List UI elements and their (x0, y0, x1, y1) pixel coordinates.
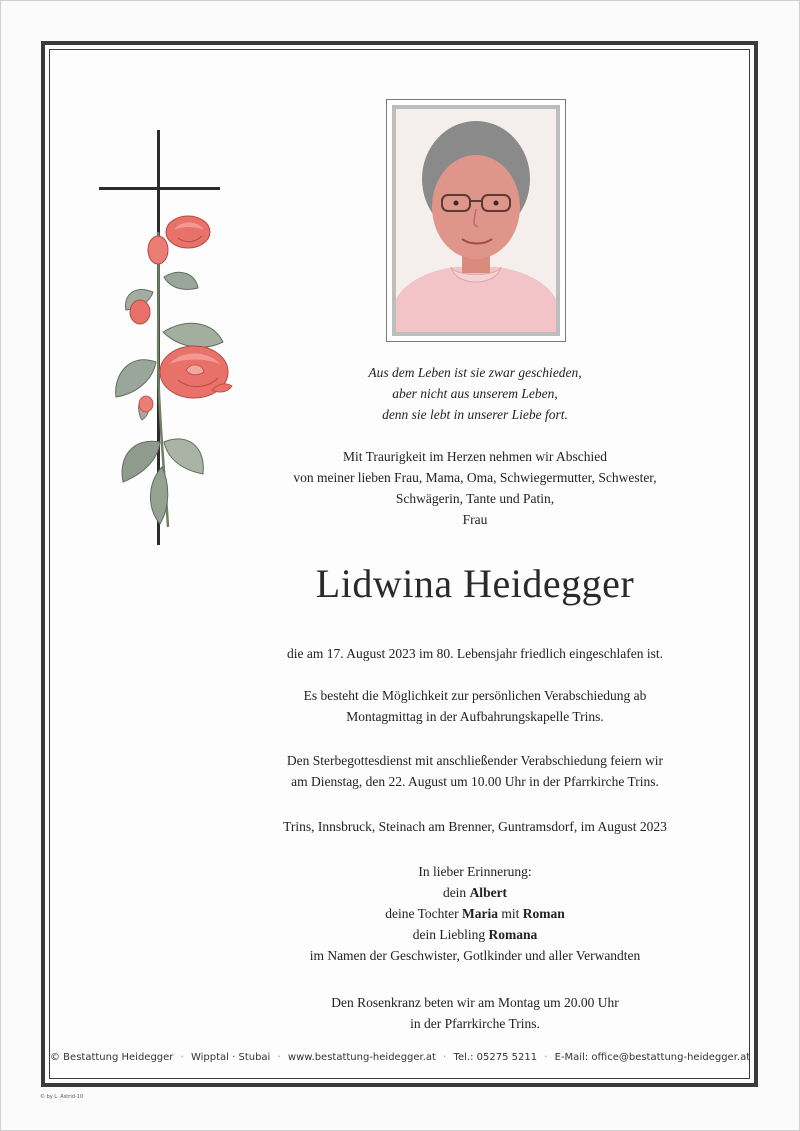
quote-line: Aus dem Leben ist sie zwar geschieden, (368, 365, 582, 380)
service-line: Den Sterbegottesdienst mit anschließender Verabschiedung feiern wir (286, 753, 664, 768)
rosary-info (200, 992, 750, 1034)
cross-horizontal-bar (99, 187, 220, 190)
quote-line: aber nicht aus unserem Leben, (392, 386, 558, 401)
mourners-list (200, 861, 750, 966)
spouse-name: Albert (469, 885, 508, 900)
intro-line: Schwägerin, Tante und Patin, (395, 491, 555, 506)
mourner-spouse: dein Albert (442, 885, 508, 900)
footer-email[interactable]: E-Mail: office@bestattung-heidegger.at (554, 1052, 751, 1063)
death-notice: die am 17. August 2023 im 80. Lebensjahr friedlich eingeschlafen ist. (286, 646, 664, 661)
mourners-heading: In lieber Erinnerung: (418, 864, 532, 879)
footer-separator: · (277, 1052, 281, 1063)
farewell-intro (200, 446, 750, 530)
funeral-service-info (200, 750, 750, 792)
intro-line: Mit Traurigkeit im Herzen nehmen wir Abschied (343, 449, 607, 464)
farewell-info (200, 685, 750, 727)
portrait-photo (396, 109, 556, 332)
footer-company: © Bestattung Heidegger (50, 1052, 174, 1063)
partner-name: Roman (522, 906, 565, 921)
daughter-name: Maria (462, 906, 498, 921)
rosary-line: in der Pfarrkirche Trins. (410, 1016, 540, 1031)
footer-website[interactable]: www.bestattung-heidegger.at (287, 1052, 436, 1063)
mourner-daughter: deine Tochter Maria mit Roman (385, 906, 565, 921)
mourners-others: im Namen der Geschwister, Gotlkinder und aller Verwandten (309, 948, 641, 963)
rosary-line: Den Rosenkranz beten wir am Montag um 20.00 Uhr (331, 995, 619, 1010)
farewell-line: Es besteht die Möglichkeit zur persönlichen Verabschiedung ab (303, 688, 647, 703)
portrait-frame (386, 99, 566, 342)
footer-separator: · (544, 1052, 548, 1063)
footer-separator: · (180, 1052, 184, 1063)
footer-separator: · (443, 1052, 447, 1063)
place-and-date: Trins, Innsbruck, Steinach am Brenner, Guntramsdorf, im August 2023 (283, 819, 667, 834)
deceased-name: Lidwina Heidegger (315, 561, 635, 606)
funeral-home-footer (50, 1052, 750, 1063)
farewell-line: Montagmittag in der Aufbahrungskapelle Trins. (346, 709, 604, 724)
quote-line: denn sie lebt in unserer Liebe fort. (382, 407, 568, 422)
intro-line: Frau (462, 512, 488, 527)
grandchild-name: Romana (488, 927, 538, 942)
footer-region: Wipptal · Stubai (190, 1052, 271, 1063)
mourner-grandchild: dein Liebling Romana (412, 927, 538, 942)
footer-phone[interactable]: Tel.: 05275 5211 (453, 1052, 538, 1063)
intro-line: von meiner lieben Frau, Mama, Oma, Schwiegermutter, Schwester, (293, 470, 657, 485)
service-line: am Dienstag, den 22. August um 10.00 Uhr in der Pfarrkirche Trins. (291, 774, 659, 789)
memorial-quote (200, 362, 750, 425)
print-credit: © by L. Astrid-10 (40, 1094, 84, 1100)
